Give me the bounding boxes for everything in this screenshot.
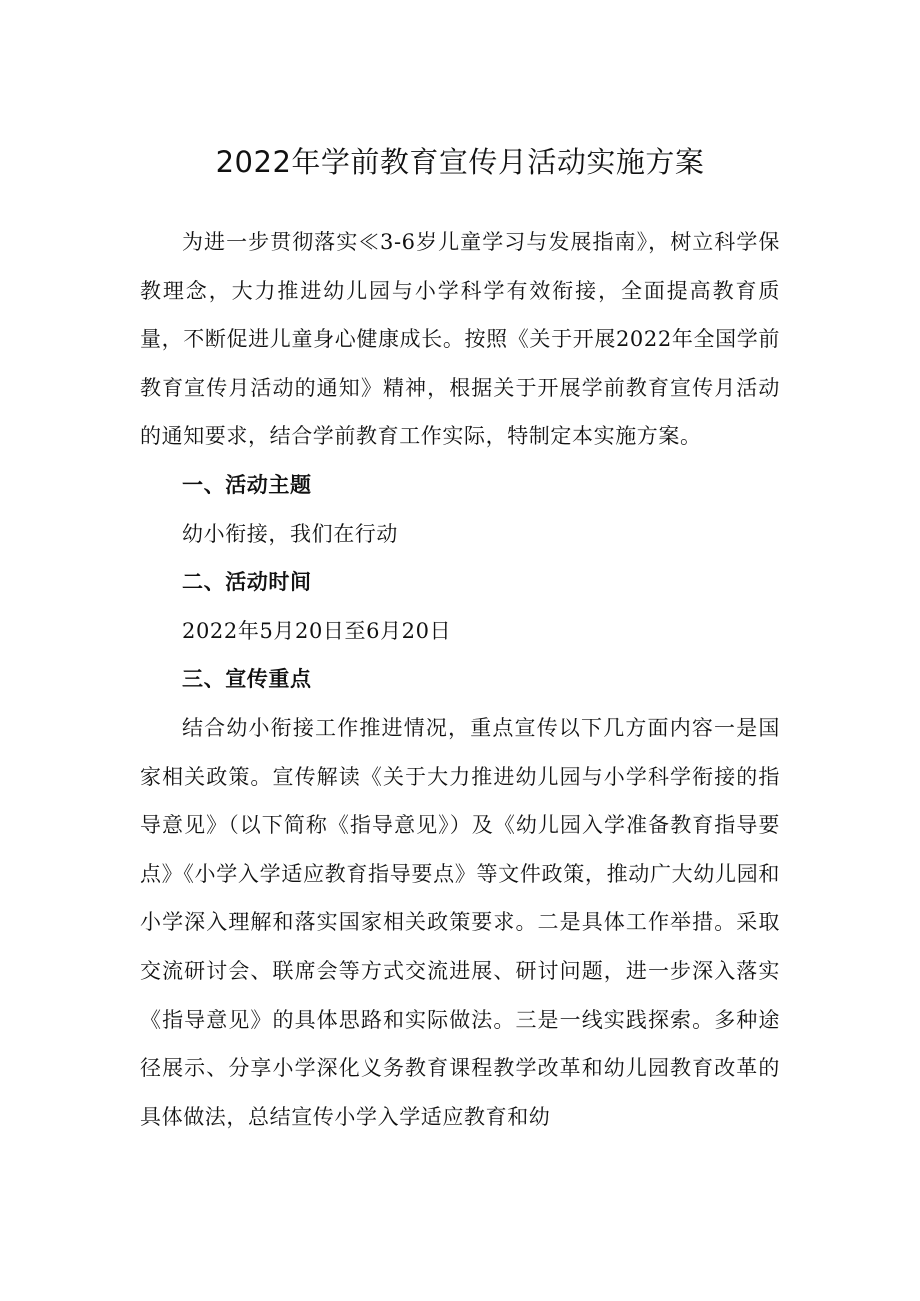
section-heading-time: 二、活动时间 bbox=[182, 570, 312, 595]
section-text-theme: 幼小衔接，我们在行动 bbox=[182, 521, 398, 546]
document-body bbox=[140, 218, 780, 1141]
section-heading-focus: 三、宣传重点 bbox=[182, 667, 312, 692]
document-title: 2022年学前教育宣传月活动实施方案 bbox=[215, 145, 705, 179]
intro-paragraph: 为进一步贯彻落实≪3-6岁儿童学习与发展指南》，树立科学保教理念，大力推进幼儿园与小学科学有效衔接，全面提高教育质量，不断促进儿童身心健康成长。按照《关于开展2022年全国学前教育宣传月活动的通知》精神，根据关于开展学前教育宣传月活动的通知要求，结合学前教育工作实际，特制定本实施方案。 bbox=[140, 230, 780, 449]
section-text-time: 2022年5月20日至6月20日 bbox=[182, 618, 452, 643]
section-heading-theme: 一、活动主题 bbox=[182, 472, 312, 497]
section-text-focus: 结合幼小衔接工作推进情况，重点宣传以下几方面内容一是国家相关政策。宣传解读《关于大力推进幼儿园与小学科学衔接的指导意见》（以下简称《指导意见》）及《幼儿园入学准备教育指导要点》《小学入学适应教育指导要点》等文件政策，推动广大幼儿园和小学深入理解和落实国家相关政策要求。二是具体工作举措。采取交流研讨会、联席会等方式交流进展、研讨问题，进一步深入落实《指导意见》的具体思路和实际做法。三是一线实践探索。多种途径展示、分享小学深化义务教育课程教学改革和幼儿园教育改革的具体做法，总结宣传小学入学适应教育和幼 bbox=[140, 715, 780, 1129]
